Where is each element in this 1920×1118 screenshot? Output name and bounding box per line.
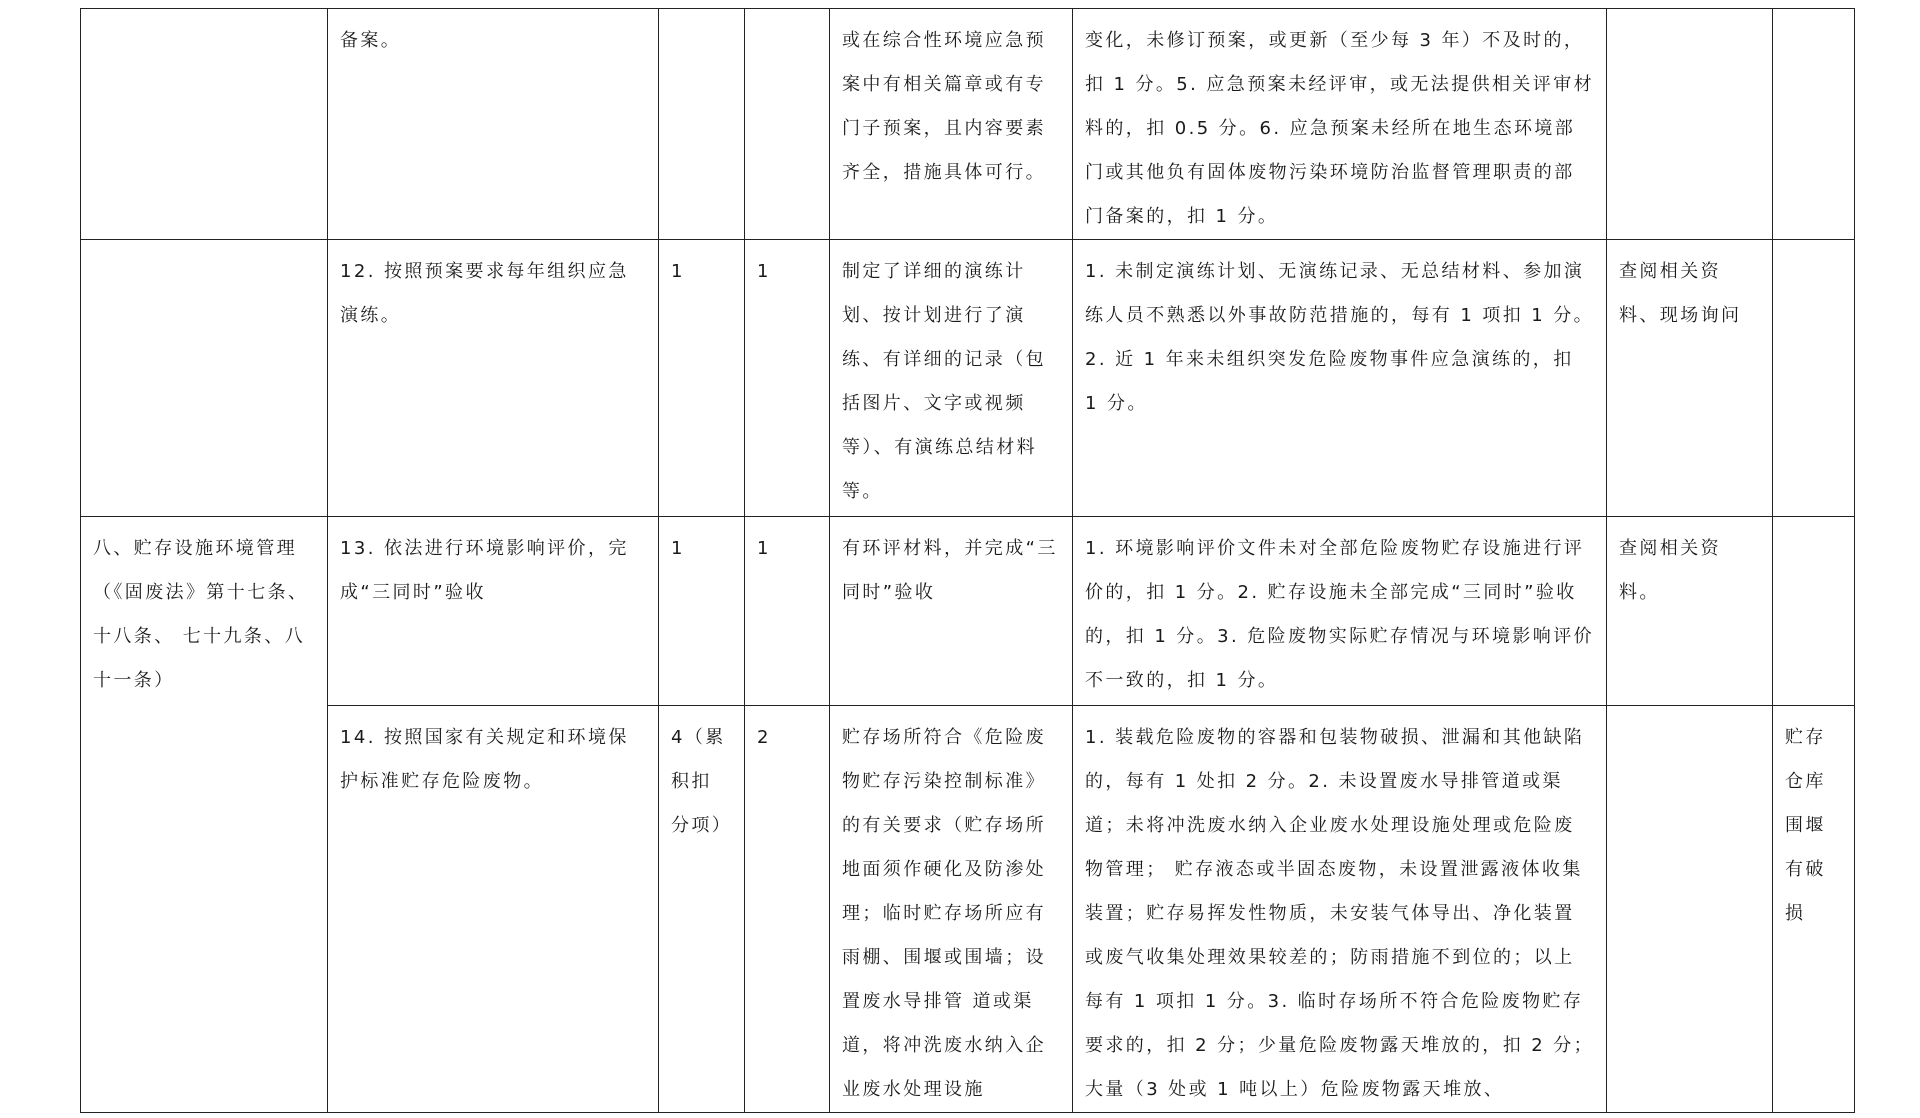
deduction-cell: 变化，未修订预案，或更新（至少每 3 年）不及时的，扣 1 分。5. 应急预案未经评审，或无法提供相关评审材料的，扣 0.5 分。6. 应急预案未经所在地生态环境部门或其他负有固体废物污染环境防治监督管理职责的部门备案的，扣 1 分。 [1073, 9, 1607, 240]
weight-cell [745, 9, 830, 240]
note-cell [1773, 240, 1855, 517]
score-cell: 1 [659, 517, 745, 706]
category-cell [81, 240, 328, 517]
score-cell: 1 [659, 240, 745, 517]
item-cell: 12. 按照预案要求每年组织应急演练。 [328, 240, 659, 517]
weight-cell: 1 [745, 517, 830, 706]
item-cell: 备案。 [328, 9, 659, 240]
standard-cell: 有环评材料，并完成“三同时”验收 [830, 517, 1073, 706]
deduction-cell: 1. 装载危险废物的容器和包装物破损、泄漏和其他缺陷的，每有 1 处扣 2 分。2. 未设置废水导排管道或渠道；未将冲洗废水纳入企业废水处理设施处理或危险废物管理； 贮存液态或半固态废物，未设置泄露液体收集装置；贮存易挥发性物质，未安装气体导出、净化装置或废气收集处理效果较差的；防雨措施不到位的；以上每有 1 项扣 1 分。3. 临时存场所不符合危险废物贮存要求的，扣 2 分；少量危险废物露天堆放的，扣 2 分；大量（3 处或 1 吨以上）危险废物露天堆放、 [1073, 706, 1607, 1113]
standard-cell: 或在综合性环境应急预案中有相关篇章或有专门子预案，且内容要素齐全，措施具体可行。 [830, 9, 1073, 240]
method-cell [1607, 706, 1773, 1113]
category-cell: 八、贮存设施环境管理（《固废法》第十七条、十八条、 七十九条、八十一条） [81, 517, 328, 1113]
note-cell [1773, 517, 1855, 706]
note-cell: 贮存仓库围堰有破损 [1773, 706, 1855, 1113]
standard-cell: 贮存场所符合《危险废物贮存污染控制标准》的有关要求（贮存场所地面须作硬化及防渗处理；临时贮存场所应有雨棚、围堰或围墙；设置废水导排管 道或渠道，将冲洗废水纳入企业废水处理设施 [830, 706, 1073, 1113]
method-cell: 查阅相关资料、现场询问 [1607, 240, 1773, 517]
deduction-cell: 1. 环境影响评价文件未对全部危险废物贮存设施进行评价的，扣 1 分。2. 贮存设施未全部完成“三同时”验收的，扣 1 分。3. 危险废物实际贮存情况与环境影响评价不一致的，扣 1 分。 [1073, 517, 1607, 706]
deduction-cell: 1. 未制定演练计划、无演练记录、无总结材料、参加演练人员不熟悉以外事故防范措施的，每有 1 项扣 1 分。2. 近 1 年来未组织突发危险废物事件应急演练的，扣 1 分。 [1073, 240, 1607, 517]
item-cell: 14. 按照国家有关规定和环境保护标准贮存危险废物。 [328, 706, 659, 1113]
weight-cell: 1 [745, 240, 830, 517]
method-cell [1607, 9, 1773, 240]
standard-cell: 制定了详细的演练计划、按计划进行了演练、有详细的记录（包括图片、文字或视频等）、有演练总结材料等。 [830, 240, 1073, 517]
note-cell [1773, 9, 1855, 240]
weight-cell: 2 [745, 706, 830, 1113]
score-cell [659, 9, 745, 240]
item-cell: 13. 依法进行环境影响评价，完成“三同时”验收 [328, 517, 659, 706]
score-cell: 4（累积扣分项） [659, 706, 745, 1113]
method-cell: 查阅相关资料。 [1607, 517, 1773, 706]
table-row [81, 240, 1855, 517]
table-row [81, 9, 1855, 240]
table-row [81, 706, 1855, 1113]
assessment-table [80, 8, 1855, 1113]
table-row [81, 517, 1855, 706]
category-cell [81, 9, 328, 240]
